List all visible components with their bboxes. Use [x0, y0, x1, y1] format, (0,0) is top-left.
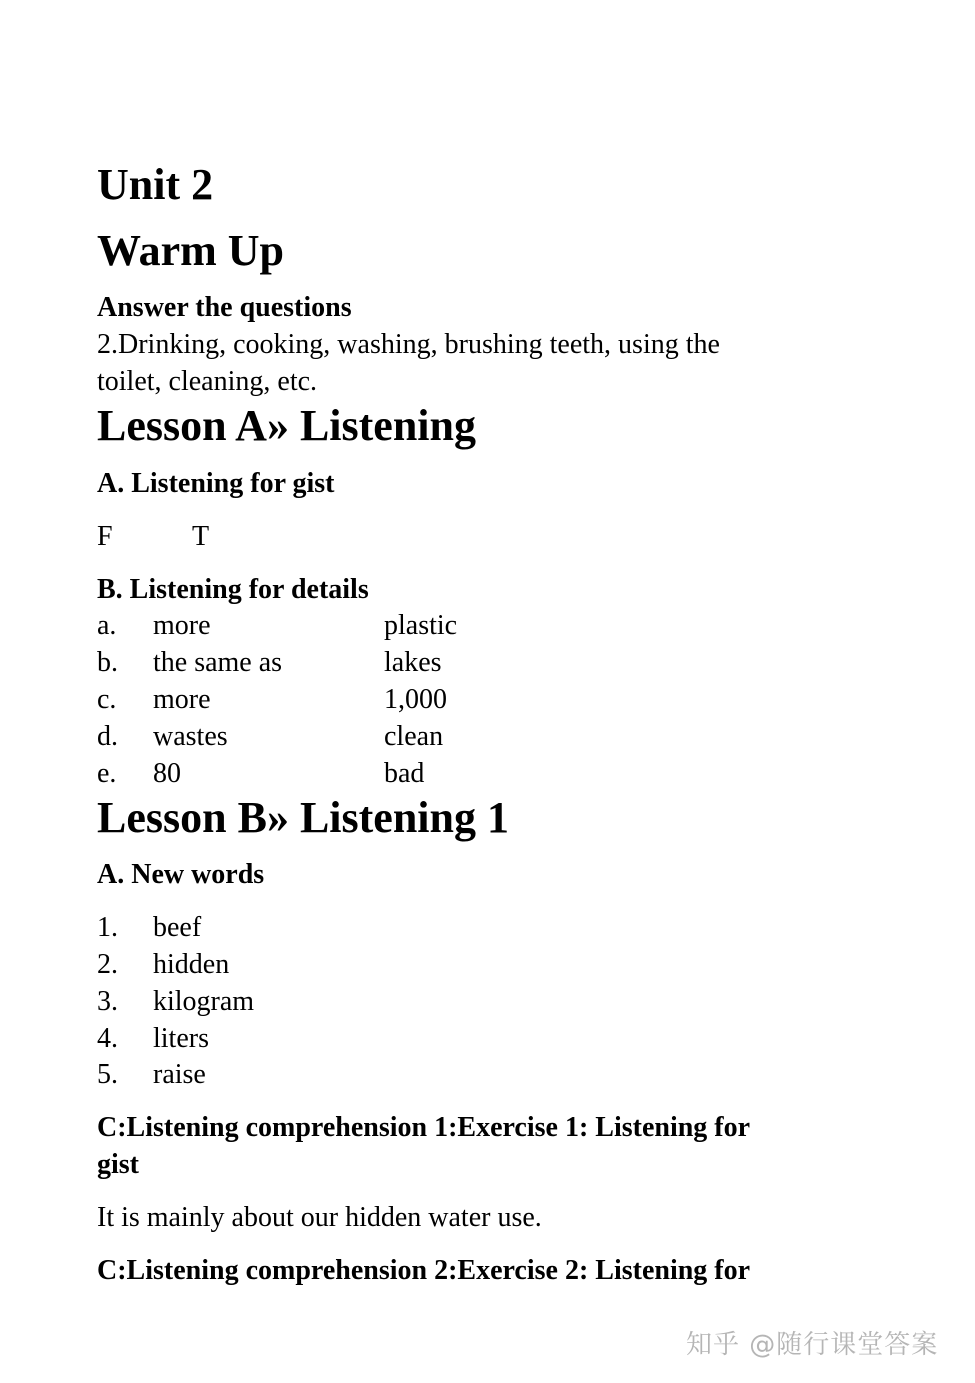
row-second: lakes	[384, 647, 442, 678]
row-second: bad	[384, 758, 425, 789]
comp1-answer: It is mainly about our hidden water use.	[97, 1202, 542, 1233]
row-first: more	[153, 610, 211, 641]
item-number: 3.	[97, 986, 118, 1017]
row-letter: e.	[97, 758, 117, 789]
row-letter: c.	[97, 684, 117, 715]
item-word: hidden	[153, 949, 230, 980]
row-second: plastic	[384, 610, 458, 641]
warm-up-subheading: Answer the questions	[97, 292, 352, 323]
item-number: 4.	[97, 1023, 118, 1054]
new-word-item	[97, 1056, 497, 1093]
unit-title: Unit 2	[97, 160, 214, 209]
row-first: more	[153, 684, 211, 715]
warm-up-answer-line2: toilet, cleaning, etc.	[97, 366, 318, 397]
lesson-a-title: Lesson A» Listening	[97, 401, 476, 450]
new-word-item	[97, 983, 497, 1020]
lesson-b-title: Lesson B» Listening 1	[97, 793, 509, 842]
gist-answer: T	[192, 521, 210, 552]
gist-answers	[97, 518, 497, 555]
comp1-title-line1: C:Listening comprehension 1:Exercise 1: Listening for	[97, 1112, 751, 1143]
gist-answer: F	[97, 521, 113, 552]
item-number: 1.	[97, 912, 118, 943]
watermark: 知乎 @随行课堂答案	[686, 1330, 939, 1360]
details-row	[97, 718, 597, 755]
row-first: 80	[153, 758, 181, 789]
row-first: wastes	[153, 721, 228, 752]
row-letter: d.	[97, 721, 118, 752]
item-number: 2.	[97, 949, 118, 980]
item-number: 5.	[97, 1059, 118, 1090]
lesson-a-part-a-title: A. Listening for gist	[97, 468, 335, 499]
row-first: the same as	[153, 647, 283, 678]
details-row	[97, 755, 597, 792]
comp2-title-line1: C:Listening comprehension 2:Exercise 2: Listening for	[97, 1255, 751, 1286]
comp1-title-line2: gist	[97, 1149, 139, 1180]
item-word: liters	[153, 1023, 209, 1054]
new-word-item	[97, 909, 497, 946]
row-second: 1,000	[384, 684, 447, 715]
details-row	[97, 607, 597, 644]
warm-up-title: Warm Up	[97, 226, 284, 275]
item-word: beef	[153, 912, 202, 943]
lesson-a-part-b-title: B. Listening for details	[97, 574, 369, 605]
details-row	[97, 644, 597, 681]
new-word-item	[97, 946, 497, 983]
details-row	[97, 681, 597, 718]
item-word: raise	[153, 1059, 206, 1090]
row-second: clean	[384, 721, 444, 752]
row-letter: a.	[97, 610, 117, 641]
new-word-item	[97, 1020, 497, 1057]
warm-up-answer-line1: 2.Drinking, cooking, washing, brushing teeth, using the	[97, 329, 720, 360]
row-letter: b.	[97, 647, 118, 678]
item-word: kilogram	[153, 986, 255, 1017]
lesson-b-part-a-title: A. New words	[97, 859, 265, 890]
